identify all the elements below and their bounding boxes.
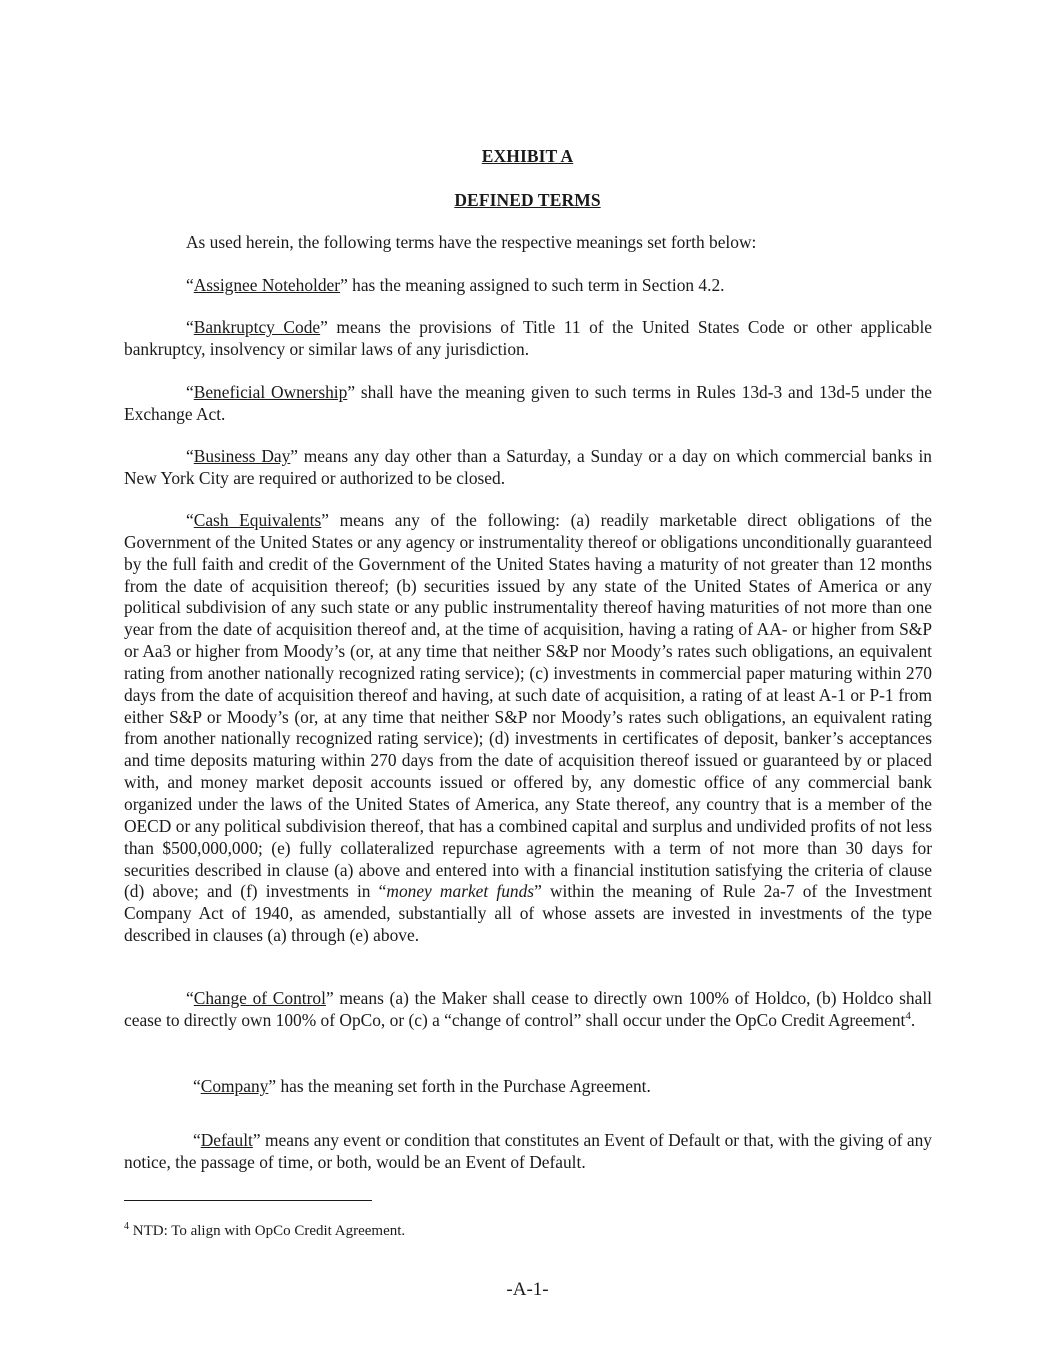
defined-term: Company	[200, 1076, 269, 1096]
open-quote: “	[193, 1130, 201, 1150]
open-quote: “	[193, 1076, 201, 1096]
footnote-text: NTD: To align with OpCo Credit Agreement.	[129, 1223, 406, 1239]
open-quote: “	[186, 510, 194, 530]
definition-beneficial-ownership	[124, 382, 932, 426]
definition-assignee-noteholder	[124, 275, 932, 297]
definition-default	[124, 1130, 932, 1174]
defined-term: Assignee Noteholder	[193, 275, 341, 295]
intro-text: As used herein, the following terms have the respective meanings set forth below:	[186, 232, 757, 252]
defined-term: Cash Equivalents	[193, 510, 322, 530]
definition-text: ” means any day other than a Saturday, a Sunday or a day on which commercial banks in New York City are required or authorized to be closed.	[124, 446, 932, 488]
defined-term: Beneficial Ownership	[193, 382, 348, 402]
open-quote: “	[186, 988, 194, 1008]
defined-term: Default	[200, 1130, 253, 1150]
footnote-number: 4	[124, 1221, 129, 1232]
definition-text: ” has the meaning set forth in the Purchase Agreement.	[268, 1076, 651, 1096]
definition-text: ” means any of the following: (a) readily marketable direct obligations of the Government of the United States or any agency or instrumentality thereof or obligations unconditionally guaranteed by the full faith and credit of the Government of the United States having a maturity of not greater than 12 months from the date of acquisition thereof; (b) securities issued by any state of the United States of America or any political subdivision of any such state or any public instrumentality thereof having maturities of not more than one year from the date of acquisition thereof and, at the time of acquisition, having a rating of AA- or higher from S&P or Aa3 or higher from Moody’s (or, at any time that neither S&P nor Moody’s rates such obligations, an equivalent rating from another nationally recognized rating service); (c) investments in commercial paper maturing within 270 days from the date of acquisition thereof and having, at such date of acquisition, a rating of at least A-1 or P-1 from either S&P or Moody’s (or, at any time that neither S&P nor Moody’s rates such obligations, an equivalent rating from another nationally recognized rating service); (d) investments in certificates of deposit, banker’s acceptances and time deposits maturing within 270 days from the date of acquisition thereof issued or guaranteed by or placed with, and money market deposit accounts issued or offered by, any domestic office of any commercial bank organized under the laws of the United States of America, any State thereof, any country that is a member of the OECD or any political subdivision thereof, that has a combined capital and surplus and undivided profits of not less than $500,000,000; (e) fully collateralized repurchase agreements with a term of not more than 30 days for securities described in clause (a) above and entered into with a financial institution satisfying the criteria of clause (d) above; and (f) investments in “	[124, 510, 933, 902]
definition-business-day	[124, 446, 932, 490]
definition-text: ” means the provisions of Title 11 of the United States Code or other applicable bankruptcy, insolvency or similar laws of any jurisdiction.	[124, 317, 933, 359]
definition-text: ” shall have the meaning given to such terms in Rules 13d-3 and 13d-5 under the Exchange Act.	[124, 382, 932, 424]
defined-term: Change of Control	[193, 988, 326, 1008]
defined-term: Bankruptcy Code	[193, 317, 321, 337]
defined-term: Business Day	[193, 446, 291, 466]
definition-text: ” means (a) the Maker shall cease to directly own 100% of Holdco, (b) Holdco shall cease to directly own 100% of OpCo, or (c) a “change of control” shall occur under the OpCo Credit Agreement	[124, 988, 932, 1030]
intro-paragraph	[124, 232, 932, 254]
open-quote: “	[186, 446, 194, 466]
footnote-reference[interactable]: 4	[905, 1010, 911, 1023]
open-quote: “	[186, 317, 194, 337]
footnote-divider	[124, 1200, 372, 1201]
open-quote: “	[186, 275, 194, 295]
definition-company	[124, 1076, 932, 1098]
definition-text: ” has the meaning assigned to such term in Section 4.2.	[340, 275, 725, 295]
exhibit-title: EXHIBIT A	[481, 146, 574, 166]
definition-cash-equivalents	[124, 510, 932, 947]
definition-text-continued: ” within the meaning of Rule 2a-7 of the Investment Company Act of 1940, as amended, substantially all of whose assets are invested in investments of the type described in clauses (a) through (e) above.	[124, 881, 933, 946]
italic-term: money market funds	[386, 881, 535, 902]
open-quote: “	[186, 382, 194, 402]
definition-bankruptcy-code	[124, 317, 932, 361]
section-title: DEFINED TERMS	[454, 190, 601, 210]
page-number: -A-1-	[506, 1279, 549, 1300]
footnote	[124, 1221, 932, 1241]
definition-change-of-control	[124, 988, 932, 1032]
definition-text: ” means any event or condition that constitutes an Event of Default or that, with the giving of any notice, the passage of time, or both, would be an Event of Default.	[124, 1130, 932, 1172]
definition-end: .	[910, 1009, 916, 1030]
